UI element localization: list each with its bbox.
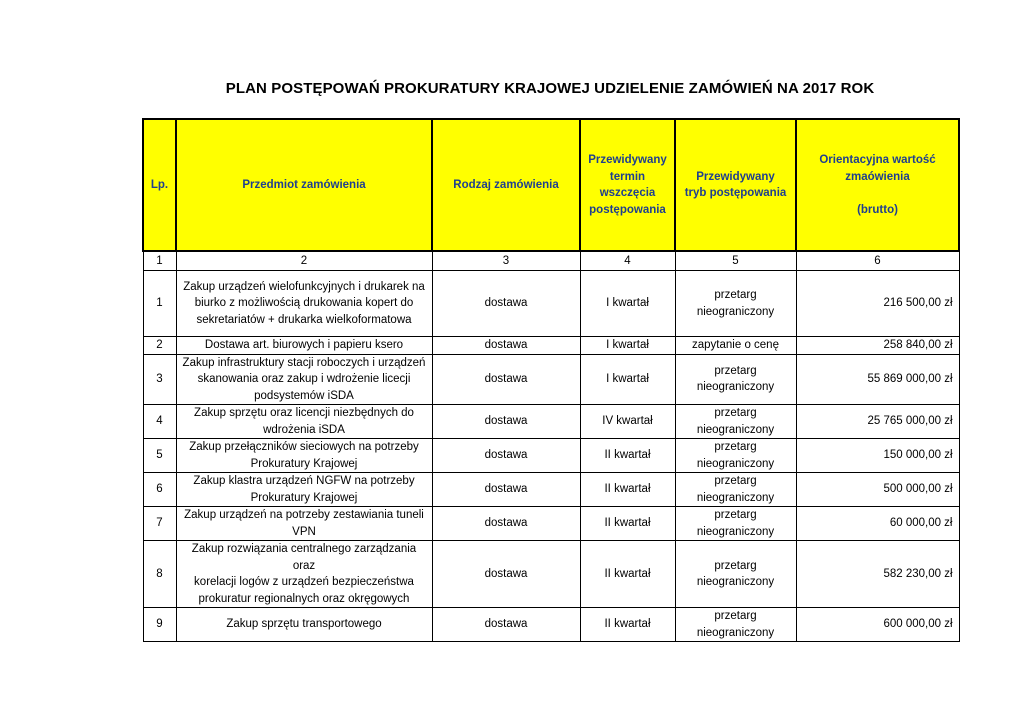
header-type: Rodzaj zamówienia (432, 119, 580, 251)
header-value-line: zmaówienia (845, 170, 910, 183)
row-subject-line: Zakup przełączników sieciowych na potrzeby (189, 441, 419, 453)
row-value: 258 840,00 zł (796, 337, 959, 355)
row-procedure (675, 271, 796, 337)
row-value: 55 869 000,00 zł (796, 354, 959, 405)
header-procedure (675, 119, 796, 251)
header-row (143, 119, 959, 251)
row-lp: 3 (143, 354, 176, 405)
row-procedure (675, 439, 796, 473)
header-start-term-line: Przewidywany (588, 154, 667, 166)
row-procedure-line: nieograniczony (696, 305, 775, 318)
row-procedure-line: nieograniczony (696, 576, 775, 588)
row-procedure-line: nieograniczony (696, 525, 775, 538)
header-value (796, 119, 959, 251)
row-subject (176, 507, 432, 541)
row-type: dostawa (432, 507, 580, 541)
row-subject (176, 354, 432, 405)
row-procedure (675, 541, 796, 608)
row-subject-line: Zakup sprzętu oraz licencji niezbędnych do (194, 407, 414, 419)
header-value-line (801, 185, 954, 202)
row-type: dostawa (432, 337, 580, 355)
row-value: 216 500,00 zł (796, 271, 959, 337)
row-subject-line: Prokuratury Krajowej (250, 491, 358, 504)
row-procedure (675, 405, 796, 439)
column-number: 2 (176, 251, 432, 271)
row-lp: 4 (143, 405, 176, 439)
row-subject-line: sekretariatów + drukarka wielkoformatowa (196, 313, 412, 326)
row-type: dostawa (432, 608, 580, 642)
row-procedure (675, 608, 796, 642)
row-subject-line: Prokuratury Krajowej (250, 457, 358, 470)
row-subject-line: Dostawa art. biurowych i papieru ksero (204, 339, 404, 351)
column-number: 6 (796, 251, 959, 271)
row-procedure (675, 507, 796, 541)
row-term: II kwartał (580, 473, 675, 507)
column-number: 1 (143, 251, 176, 271)
row-subject-line: Zakup sprzętu transportowego (226, 618, 382, 631)
row-procedure-line: nieograniczony (696, 626, 775, 639)
table-row (143, 271, 959, 337)
header-value-line: (brutto) (857, 203, 898, 216)
header-start-term-line: termin (609, 170, 646, 183)
row-lp: 8 (143, 541, 176, 608)
row-procedure-line: nieograniczony (696, 381, 775, 394)
table-row (143, 439, 959, 473)
row-subject (176, 439, 432, 473)
header-start-term (580, 119, 675, 251)
row-term: I kwartał (580, 337, 675, 355)
row-type: dostawa (432, 271, 580, 337)
row-type: dostawa (432, 405, 580, 439)
row-term: II kwartał (580, 507, 675, 541)
row-subject-line: prokuratur regionalnych oraz okręgowych (198, 592, 410, 605)
table-row (143, 507, 959, 541)
row-procedure-line: nieograniczony (696, 491, 775, 504)
header-procedure-line: Przewidywany (696, 170, 775, 183)
row-lp: 2 (143, 337, 176, 355)
row-type: dostawa (432, 473, 580, 507)
header-start-term-line: postępowania (589, 203, 666, 216)
column-number: 3 (432, 251, 580, 271)
header-lp: Lp. (143, 119, 176, 251)
row-term: IV kwartał (580, 405, 675, 439)
row-value: 25 765 000,00 zł (796, 405, 959, 439)
column-number: 4 (580, 251, 675, 271)
row-term: II kwartał (580, 608, 675, 642)
procurement-plan-table (142, 118, 960, 642)
table-row (143, 473, 959, 507)
row-subject (176, 405, 432, 439)
row-value: 500 000,00 zł (796, 473, 959, 507)
row-procedure-line: przetarg (714, 610, 757, 622)
row-subject (176, 337, 432, 355)
row-subject-line: Zakup infrastruktury stacji roboczych i urządzeń (182, 356, 426, 369)
row-procedure-line: przetarg (714, 475, 757, 487)
header-subject: Przedmiot zamówienia (176, 119, 432, 251)
row-lp: 7 (143, 507, 176, 541)
table-row (143, 405, 959, 439)
row-subject (176, 271, 432, 337)
row-procedure (675, 354, 796, 405)
row-lp: 1 (143, 271, 176, 337)
row-subject-line: Zakup klastra urządzeń NGFW na potrzeby (193, 475, 415, 487)
row-procedure-line: przetarg (714, 559, 757, 572)
row-value: 600 000,00 zł (796, 608, 959, 642)
row-type: dostawa (432, 439, 580, 473)
row-procedure-line: przetarg (714, 289, 757, 301)
row-subject (176, 608, 432, 642)
row-term: I kwartał (580, 271, 675, 337)
row-subject (176, 473, 432, 507)
row-lp: 9 (143, 608, 176, 642)
row-type: dostawa (432, 541, 580, 608)
row-value: 582 230,00 zł (796, 541, 959, 608)
row-term: II kwartał (580, 439, 675, 473)
column-number: 5 (675, 251, 796, 271)
row-subject-line: VPN (292, 525, 316, 538)
row-subject-line: skanowania oraz zakup i wdrożenie licecji (197, 373, 411, 385)
row-procedure-line: przetarg (714, 364, 757, 377)
table-row (143, 608, 959, 642)
row-lp: 5 (143, 439, 176, 473)
row-subject-line: podsystemów iSDA (254, 389, 354, 402)
row-subject (176, 541, 432, 608)
row-term: I kwartał (580, 354, 675, 405)
row-value: 150 000,00 zł (796, 439, 959, 473)
row-subject-line: korelacji logów z urządzeń bezpieczeństwa (194, 576, 414, 588)
table-row (143, 337, 959, 355)
row-lp: 6 (143, 473, 176, 507)
document-title: PLAN POSTĘPOWAŃ PROKURATURY KRAJOWEJ UDZIELENIE ZAMÓWIEŃ NA 2017 ROK (225, 80, 875, 97)
row-term: II kwartał (580, 541, 675, 608)
row-subject-line: Zakup urządzeń wielofunkcyjnych i drukarek na (183, 280, 425, 293)
row-procedure-line: nieograniczony (696, 457, 775, 470)
row-subject-line: Zakup urządzeń na potrzeby zestawiania tuneli (184, 509, 424, 521)
table-row (143, 354, 959, 405)
row-procedure-line: przetarg (714, 509, 757, 521)
row-subject-line: biurko z możliwością drukowania kopert do (194, 297, 414, 310)
header-procedure-line: tryb postępowania (684, 187, 787, 199)
row-procedure-line: nieograniczony (696, 423, 775, 436)
row-subject-line: Zakup rozwiązania centralnego zarządzania oraz (191, 543, 417, 572)
row-procedure-line: przetarg (714, 441, 757, 453)
header-start-term-line: wszczęcia (599, 187, 656, 199)
row-subject-line: wdrożenia iSDA (263, 423, 345, 436)
row-value: 60 000,00 zł (796, 507, 959, 541)
column-number-row (143, 251, 959, 271)
header-value-line: Orientacyjna wartość (819, 154, 936, 166)
row-procedure (675, 337, 796, 355)
row-procedure-line: przetarg (714, 407, 757, 419)
row-procedure-line: zapytanie o cenę (692, 339, 779, 351)
row-type: dostawa (432, 354, 580, 405)
table-row (143, 541, 959, 608)
row-procedure (675, 473, 796, 507)
